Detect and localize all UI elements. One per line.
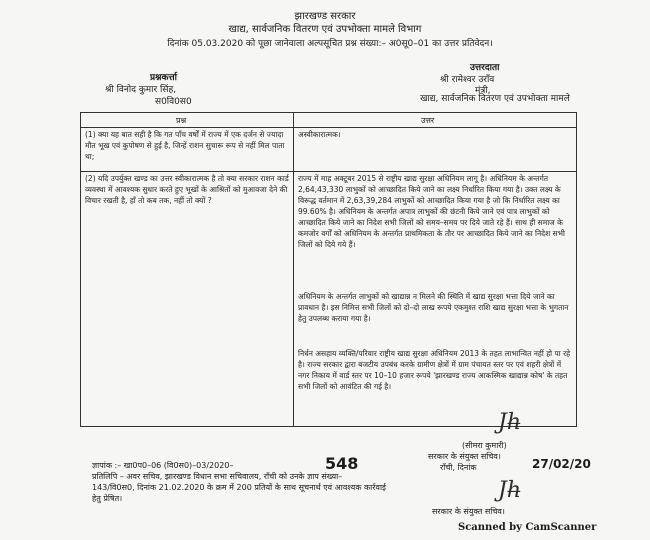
row-divider [81, 171, 576, 172]
answerer-name: श्री रामेश्वर उराँव [440, 75, 495, 85]
question-column-header: प्रश्न [176, 116, 187, 125]
memo-line-2: प्रतिलिपि – अवर सचिव, झारखण्ड विधान सभा सचिवालय, राँची को उनके ज्ञाप संख्या– [92, 472, 343, 481]
question-1: (1) क्या यह बात सही है कि गत पाँच वर्षों में राज्य में एक दर्जन से ज्यादा मौत भूख एवं कुपोषण से हुई है, जिन्हें राशन सुचारू रूप से नहीं मिल पाता था; [85, 130, 285, 161]
answer-column-header: उत्तर [421, 116, 435, 125]
answer-2-para-3: निर्धन असहाय व्यक्ति/परिवार राष्ट्रीय खाद्य सुरक्षा अधिनियम 2013 के तहत लाभान्वित नहीं हो पा रहे है। राज्य सरकार द्वारा बजटीय उपबंध करके ग्रामीण क्षेत्रों में ग्राम पंचायत स्तर पर एवं शहरी क्षेत्रों में नगर निकाय में वार्ड स्तर पर 10–10 हजार रूपये 'झारखण्ड राज्य आकस्मिक खाद्यान्न कोष' के तहत सभी जिलों को आवंटित की गई है। [298, 349, 571, 391]
signature-1-mark: Jh̶ [498, 410, 521, 435]
signature-2-mark: Jh̶ [498, 478, 521, 503]
answerer-designation: मंत्री, [475, 86, 491, 96]
answerer-department: खाद्य, सार्वजनिक वितरण एवं उपभोक्ता मामले [420, 94, 570, 104]
answerer-label: उत्तरदाता [470, 63, 500, 73]
memo-line-3: 143/वि0स0, दिनांक 21.02.2020 के क्रम में 200 प्रतियों के साथ सूचनार्थ एवं आवश्यक कार्रवाई [92, 483, 386, 492]
department-heading: खाद्य, सार्वजनिक वितरण एवं उपभोक्ता मामले विभाग [228, 24, 422, 35]
qa-table [80, 112, 577, 427]
answer-2-para-1: राज्य में माह अक्टूबर 2015 से राष्ट्रीय खाद्य सुरक्षा अधिनियम लागू है। अधिनियम के अन्तर्गत 2,64,43,330 लाभुकों को आच्छादित किये जाने का लक्ष्य निर्धारित किया गया है। उक्त लक्ष्य के विरूद्ध वर्तमान में 2,63,39,284 लाभुकों को आच्छादित किया गया है जो कि निर्धारित लक्ष्य का 99.60% है। अधिनियम के अन्तर्गत अपात्र लाभुकों की छंटनी किये जाने एवं पात्र लाभुकों को आच्छादित किये जाने का निदेश सभी जिलों को समय–समय पर दिये जाते रहे हैं। साथ ही समाज के कमजोर वर्गों को अधिनियम के अन्तर्गत प्राथमिकता के तौर पर आच्छादित किये जाने का निदेश सभी जिलों को दिये गये हैं। [298, 174, 565, 249]
memo-line-4: हेतु प्रेषित। [92, 494, 123, 503]
answer-1: अस्वीकारात्मक। [298, 130, 341, 139]
answer-2-para-2: अधिनियम के अन्तर्गत लाभुकों को खाद्यान्न न मिलने की स्थिति में खाद्य सुरक्षा भत्ता दिये जाने का प्रावधान है। इस निमित्त सभी जिलों को दो–दो लाख रूपये एकमुश्त राशि खाद्य सुरक्षा भत्ता के भुगतान हेतु उपलब्ध कराया गया है। [298, 292, 569, 323]
govt-heading: झारखण्ड सरकार [294, 11, 356, 22]
question-2: (2) यदि उपर्युक्त खण्ड का उत्तर स्वीकारात्मक है तो क्या सरकार राशन कार्ड व्यवस्था में आवश्यक सुधार करते हुए भूखों के आश्रितों को मुआवजा देने की विचार रखती है, हाँ तो कब तक, नहीं तो क्यों ? [85, 174, 289, 205]
signature-1-designation: सरकार के संयुक्त सचिव। [428, 452, 501, 461]
camscanner-watermark: Scanned by CamScanner [458, 522, 597, 533]
header-divider [81, 127, 576, 128]
questioner-label: प्रश्नकर्त्ता [150, 73, 177, 83]
memo-number: ज्ञापांक :– खा0प0–06 (वि0स0)–03/2020– [92, 461, 234, 470]
column-divider [293, 113, 294, 426]
signature-1-name: (सीमरा कुमारी) [462, 441, 507, 450]
signature-1-date-label: राँची, दिनांक [440, 463, 477, 472]
subject-line: दिनांक 05.03.2020 को पूछा जानेवाला अल्पसूचित प्रश्न संख्या:– अ0सू0–01 का उत्तर प्रतिवेदन। [167, 39, 493, 49]
signature-2-designation: सरकार के संयुक्त सचिव। [432, 507, 505, 516]
questioner-designation: स0वि0स0 [155, 97, 192, 107]
memo-handwritten-number: 548 [325, 454, 359, 473]
signature-1-date-value: 27/02/20 [532, 457, 591, 471]
questioner-name: श्री विनोद कुमार सिंह, [105, 85, 177, 95]
